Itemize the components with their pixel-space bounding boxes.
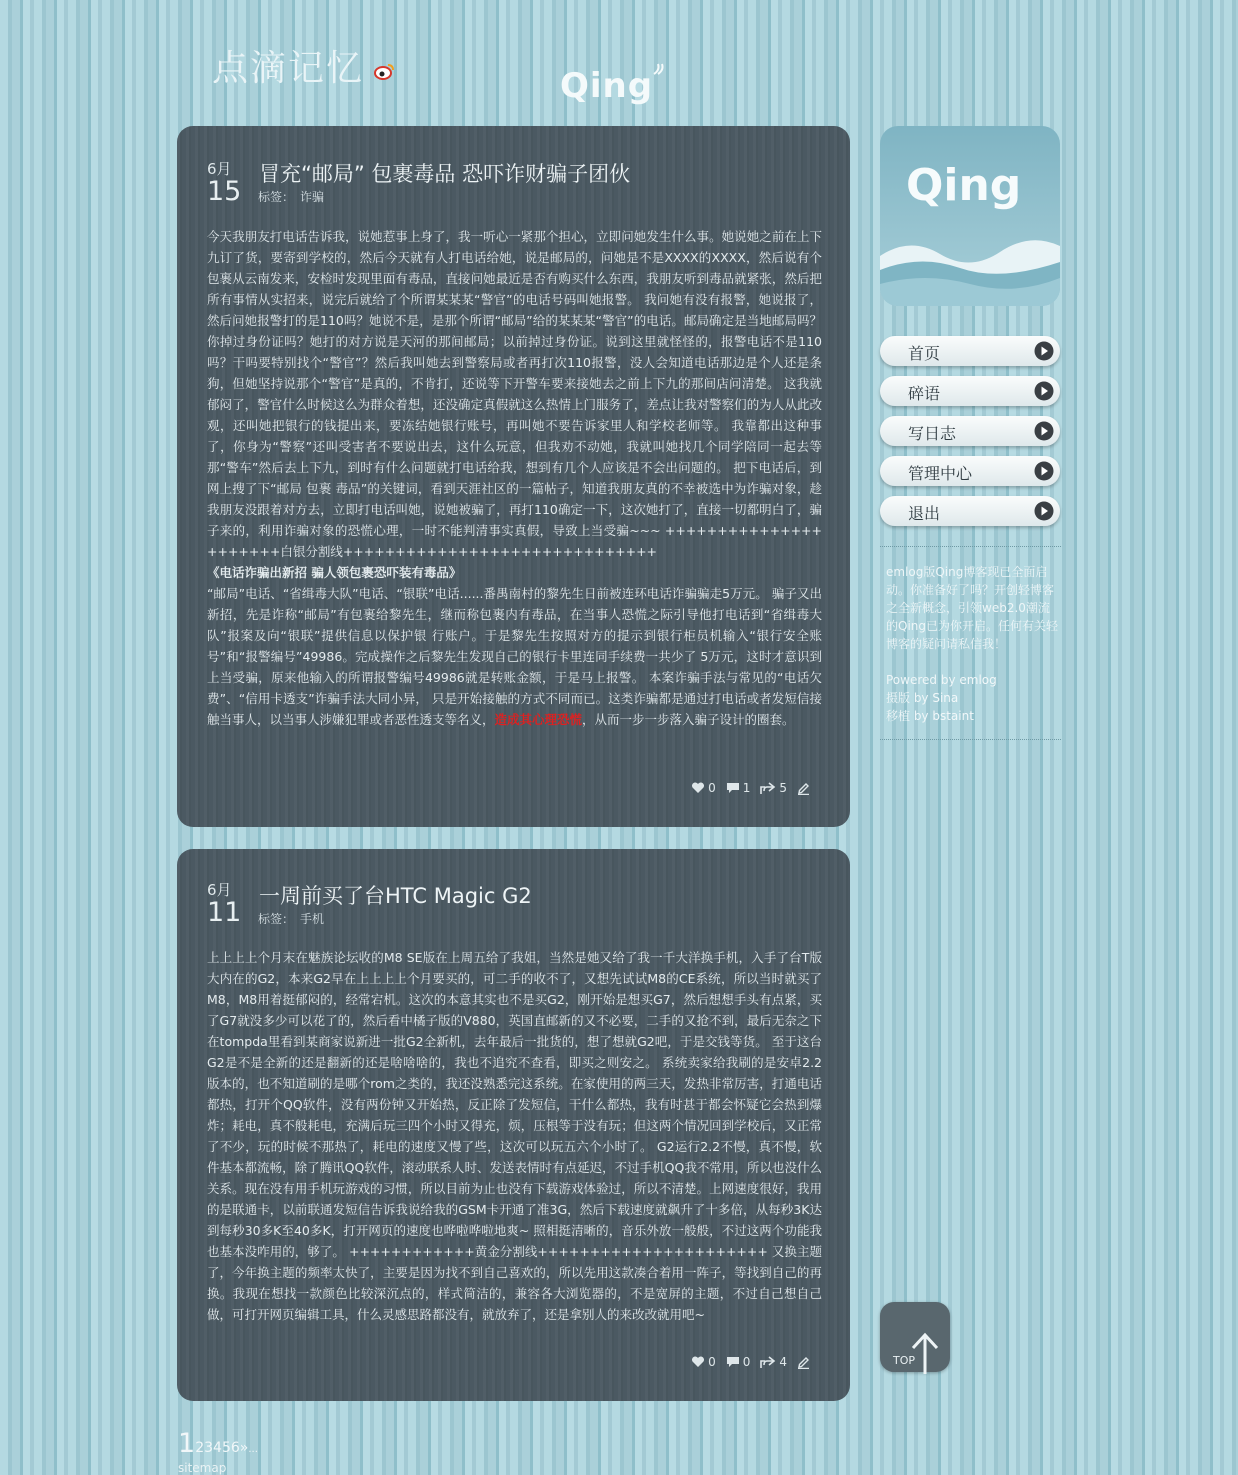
page-current: 1	[178, 1428, 196, 1459]
arrow-right-icon	[1034, 381, 1054, 401]
tag-link[interactable]: 诈骗	[300, 190, 325, 204]
like-button[interactable]: 0	[691, 1355, 716, 1369]
post-card	[177, 126, 850, 827]
nav-twitter[interactable]: 碎语	[880, 376, 1060, 406]
sidebar-divider	[880, 546, 1061, 547]
post-title[interactable]: 冒充“邮局” 包裹毒品 恐吓诈财骗子团伙	[259, 162, 631, 186]
comment-icon	[726, 1356, 740, 1368]
tag-link[interactable]: 手机	[300, 912, 325, 926]
heart-icon	[691, 1356, 705, 1368]
site-title[interactable]: 点滴记忆	[212, 48, 365, 89]
tag-label: 标签：	[258, 190, 295, 204]
nav-write-post[interactable]: 写日志	[880, 416, 1060, 446]
sidebar-logo[interactable]: Qing	[880, 126, 1060, 306]
page-link[interactable]: 4	[213, 1440, 222, 1456]
post-month: 6月	[207, 881, 232, 899]
post-title[interactable]: 一周前买了台HTC Magic G2	[259, 884, 532, 908]
post-body	[207, 226, 822, 730]
pagination	[178, 1428, 258, 1459]
post-heading: 《电话诈骗出新招 骗人领包裹恐吓装有毒品》	[207, 565, 462, 580]
post-paragraph: “邮局”电话、“省缉毒大队”电话、“银联”电话......番禺南村的黎先生日前被连环电话诈骗骗走5万元。 骗子又出新招，先是诈称“邮局”有包裹给黎先生，继而称包裹内有毒品，在当事人恐慌之际引导他打电话到“省缉毒大队”报案及向“银联”提供信息以保护银 行账户。于是黎先生按照对方的提示到银行柜员机输入“银行安全账号”和“报警编号”49986。完成操作之后黎先生发现自己的银行卡里连同手续费一共少了 5万元，这时才意识到上当受骗，原来他输入的所谓报警编号49986就是转账金额，于是马上报警。 本案诈骗手法与常见的“电话欠费”、“信用卡透支”诈骗手法大同小异， 只是开始接触的方式不同而已。这类诈骗都是通过打电话或者发短信接触当事人，以当事人涉嫌犯罪或者恶性透支等名义，造成其心理恐慌，从而一步一步落入骗子设计的圈套。	[207, 586, 822, 727]
share-button[interactable]: 5	[760, 781, 787, 795]
page-link[interactable]: 3	[204, 1440, 214, 1456]
comment-button[interactable]: 0	[726, 1355, 751, 1369]
arrow-right-icon	[1034, 461, 1054, 481]
nav-logout[interactable]: 退出	[880, 496, 1060, 526]
bstaint-link[interactable]: bstaint	[932, 709, 974, 723]
page-more: ...	[248, 1444, 258, 1455]
qing-logo[interactable]: Qing	[560, 66, 653, 106]
edit-button[interactable]	[797, 782, 810, 795]
emlog-link[interactable]: emlog	[959, 673, 997, 687]
comment-icon	[726, 782, 740, 794]
post-card	[177, 849, 850, 1401]
next-page-link[interactable]: »	[239, 1440, 249, 1456]
weibo-icon[interactable]	[373, 62, 395, 80]
post-body	[207, 947, 822, 1325]
like-button[interactable]: 0	[691, 781, 716, 795]
arrow-right-icon	[1034, 341, 1054, 361]
page-link[interactable]: 6	[230, 1440, 240, 1456]
sidebar-notice: emlog版Qing博客现已全面启动。你准备好了吗？开创轻博客之全新概念，引领web2.0潮流的Qing已为你开启。任何有关轻博客的疑问请私信我！	[886, 565, 1059, 651]
highlight-text: 造成其心理恐慌	[494, 712, 583, 727]
pencil-icon	[797, 782, 810, 795]
tag-label: 标签：	[258, 912, 295, 926]
sidebar-credits: Powered by emlog 摄版 by Sina 移植 by bstaint	[886, 673, 997, 723]
post-day: 15	[207, 176, 242, 207]
post-stats	[691, 1355, 810, 1369]
nav-admin[interactable]: 管理中心	[880, 456, 1060, 486]
sitemap-link[interactable]: sitemap	[178, 1461, 227, 1475]
page-link[interactable]: 5	[221, 1440, 231, 1456]
sidebar-divider	[880, 739, 1061, 740]
page-link[interactable]: 2	[195, 1440, 205, 1456]
nav-home[interactable]: 首页	[880, 336, 1060, 366]
post-stats	[691, 781, 810, 795]
edit-button[interactable]	[797, 1356, 810, 1369]
back-to-top-button[interactable]: TOP	[880, 1302, 950, 1372]
arrow-up-icon	[910, 1332, 940, 1374]
pencil-icon	[797, 1356, 810, 1369]
comment-button[interactable]: 1	[726, 781, 751, 795]
post-paragraph: 上上上上个月末在魅族论坛收的M8 SE版在上周五给了我姐，当然是她又给了我一千大洋换手机，入手了台T版大内在的G2，本来G2早在上上上上个月要买的，可二手的收不了，又想先试试M8的CE系统，所以当时就买了M8，M8用着挺郁闷的，经常宕机。这次的本意其实也不是买G2，刚开始是想买G7，然后想想手头有点紧，买了G7就没多少可以花了的，然后看中橘子版的V880，英国直邮新的又不必要，二手的又抢不到，最后无奈之下在tompda里看到某商家说新进一批G2全新机，去年最后一批货的，想了想就G2吧，于是交钱等货。 至于这台G2是不是全新的还是翻新的还是啥啥啥的，我也不追究不查看，即买之则安之。 系统卖家给我刷的是安卓2.2版本的，也不知道刷的是哪个rom之类的，我还没熟悉完这系统。在家使用的两三天，发热非常厉害，打通电话都热，打开个QQ软件，没有两份钟又开始热，反正除了发短信，干什么都热，我有时甚于都会怀疑它会热到爆炸；耗电，真不般耗电，充满后玩三四个小时又得充，烦，压根等于没有玩；但这两个情况回到学校后，又正常了不少，玩的时候不那热了，耗电的速度又慢了些，这次可以玩五六个小时了。 G2运行2.2不慢，真不慢，软件基本都流畅，除了腾讯QQ软件，滚动联系人时、发送表情时有点延迟，不过手机QQ我不常用，所以也没什么关系。现在没有用手机玩游戏的习惯，所以目前为止也没有下载游戏体验过，所以不清楚。上网速度很好，我用的是联通卡，以前联通发短信告诉我说给我的GSM卡开通了准3G，然后下载速度就飙升了十多倍，从每秒3K达到每秒30多K至40多K，打开网页的速度也哗啦哗啦地爽~ 照相挺清晰的，音乐外放一般般，不过这两个功能我也基本没咋用的，够了。 ++++++++++++黄金分割线++++++++++++++++++++++ 又换主题了，今年换主题的频率太快了，主要是因为找不到自己喜欢的，所以先用这款凑合着用一阵子，等找到自己的再换。我现在想找一款颜色比较深沉点的，样式简洁的，兼容各大浏览器的，不是宽屏的主题，不过自己想自己做，可打开网页编辑工具，什么灵感思路都没有，就放弃了，还是拿别人的来改改就用吧~	[207, 950, 822, 1322]
post-paragraph: 今天我朋友打电话告诉我，说她惹事上身了，我一听心一紧那个担心，立即问她发生什么事。她说她之前在上下九订了货，要寄到学校的，然后今天就有人打电话给她，说是邮局的，问她是不是XXXX的XXXX，然后说有个包裹从云南发来，安检时发现里面有毒品，直接问她最近是否有购买什么东西，我朋友听到毒品就紧张，然后把所有事情从实招来，说完后就给了个所谓某某某“警官”的电话号码叫她报警。 我问她有没有报警，她说报了，然后问她报警打的是110吗？她说不是，是那个所谓“邮局”给的某某某“警官”的电话。邮局确定是当地邮局吗？你掉过身份证吗？她打的对方说是天河的那间邮局；以前掉过身份证。说到这里就怪怪的，报警电话不是110吗？干吗要特别找个“警官”？然后我叫她去到警察局或者再打次110报警，没人会知道电话那边是个人还是条狗，但她坚持说那个“警官”是真的，不肯打，还说等下开警车要来接她去之前上下九的那间店问清楚。 这我就郁闷了，警官什么时候这么为群众着想，还没确定真假就这么热情上门服务了，差点让我对警察们的为人从此改观，还叫她把银行的钱提出来，要冻结她银行账号，再叫她不要告诉家里人和学校老师等。 我靠都出这种事了，你身为“警察”还叫受害者不要说出去，这什么玩意，但我劝不动她，我就叫她找几个同学陪同一起去等那“警车”然后去上下九，到时有什么问题就打电话给我，想到有几个人应该是不会出问题的。 把下电话后，到网上搜了下“邮局 包裹 毒品”的关键词，看到天涯社区的一篇帖子，知道我朋友真的不幸被选中为诈骗对象，趁我朋友没跟着对方去，立即打电话叫她，说她被骗了，再打110确定一下，这次她打了，直接一切都明白了，骗子来的，利用诈骗对象的恐慌心理，一时不能判清事实真假，导致上当受骗~~~ ++++++++++++++++++++++白银分割线++++++++++++++++++++++++++++++	[207, 229, 822, 559]
arrow-right-icon	[1034, 501, 1054, 521]
sina-link[interactable]: Sina	[932, 691, 959, 705]
post-day: 11	[207, 897, 242, 928]
heart-icon	[691, 782, 705, 794]
arrow-right-icon	[1034, 421, 1054, 441]
share-button[interactable]: 4	[760, 1355, 787, 1369]
share-icon	[760, 782, 776, 795]
share-icon	[760, 1356, 776, 1369]
post-month: 6月	[207, 160, 232, 178]
